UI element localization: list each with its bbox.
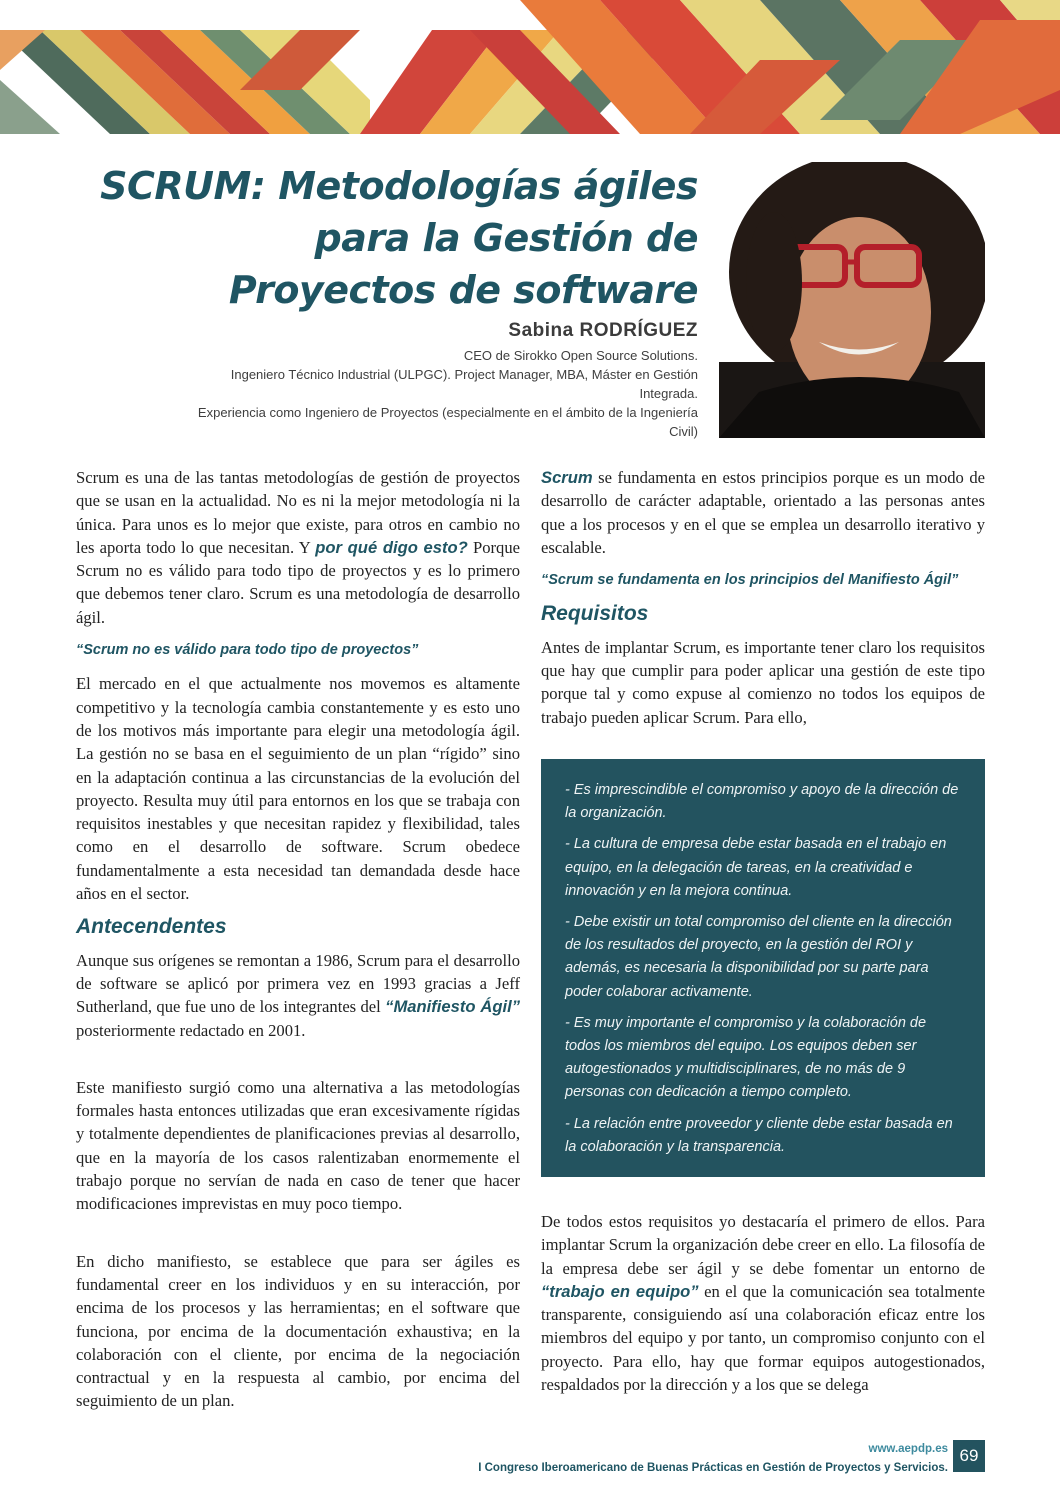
paragraph: El mercado en el que actualmente nos movemos es altamente competitivo y la tecnología cambia constantemente y es esto uno de los motivos más importante para elegir una metodología ágil. La gestión no se basa en el seguimiento de un plan “rígido” sino en la adaptación continua a las circunstancias de la evolución del proyecto. Resulta muy útil para entornos en los que se trabaja con requisitos inestables y que necesitan rapidez y flexibilidad, tales como en el desarrollo de software. Scrum obedece fundamentalmente a esta necesidad tan demandada desde hace años en el sector. — [76, 674, 520, 904]
title-line: SCRUM: Metodologías ágiles — [100, 164, 698, 208]
decorative-banner — [0, 0, 1060, 134]
bio-line: Ingeniero Técnico Industrial (ULPGC). Project Manager, MBA, Máster en Gestión Integrada. — [230, 367, 698, 401]
title-line: para la Gestión de — [314, 216, 698, 260]
section-heading: Antecendentes — [76, 915, 227, 939]
text: en el que la comunicación sea totalmente transparente, consiguiendo así una colaboración eficaz entre los miembros del equipo y por tanto, un compromiso conjunto con el proyecto. Para ello, hay que formar equipos autogestionados, respaldados por la dirección y a los que se delega — [541, 1281, 985, 1395]
highlight: “Manifiesto Ágil” — [385, 997, 520, 1017]
requirement-item: - Debe existir un total compromiso del cliente en la dirección de los resultados del proyecto, en la gestión del ROI y además, es necesaria la disponibilidad por su parte para poder colaborar activamente. — [565, 914, 952, 1000]
paragraph — [76, 949, 520, 1042]
author-name — [58, 320, 698, 342]
footer — [478, 1440, 948, 1478]
pull-quote: “Scrum no es válido para todo tipo de proyectos” — [76, 642, 419, 659]
text: posteriormente redactado en 2001. — [76, 1020, 306, 1040]
bio-line: Experiencia como Ingeniero de Proyectos (especialmente en el ámbito de la Ingeniería Civil) — [197, 405, 698, 439]
page-number: 69 — [953, 1440, 985, 1472]
text: Aunque sus orígenes se remontan a 1986, Scrum para el desarrollo de software se aplicó por primera vez en 1993 gracias a Jeff Sutherland, que fue uno de los integrantes del — [76, 950, 520, 1017]
paragraph — [76, 466, 520, 629]
paragraph — [541, 466, 985, 559]
article-title — [58, 160, 698, 316]
pull-quote: “Scrum se fundamenta en los principios del Manifiesto Ágil” — [541, 572, 959, 589]
paragraph: Este manifiesto surgió como una alternativa a las metodologías formales hasta entonces utilizadas que eran excesivamente rígidas y totalmente dependientes de planificaciones previas al desarrollo, que en la mayoría de los casos ralentizaban enormemente el trabajo porque no servían de nada en caso de tener que hacer modificaciones imprevistas en muy poco tiempo. — [76, 1077, 520, 1214]
highlight: “trabajo en equipo” — [541, 1281, 699, 1301]
right-column — [541, 466, 985, 739]
author-first-name: Sabina — [508, 320, 574, 341]
text: Scrum es una de las tantas metodologías de gestión de proyectos que se usan en la actualidad. No es ni la mejor metodología ni la única. Para unos es lo mejor que existe, para otros en cambio no les aporta todo lo que necesitan. Y — [76, 468, 520, 557]
author-bio — [178, 346, 698, 441]
section-heading: Requisitos — [541, 602, 649, 626]
highlight: por qué digo esto? — [315, 537, 468, 557]
footer-congress: I Congreso Iberoamericano de Buenas Prácticas en Gestión de Proyectos y Servicios. — [478, 1462, 948, 1474]
paragraph — [541, 1210, 985, 1396]
requirement-item: - Es muy importante el compromiso y la colaboración de todos los miembros del equipo. Los equipos deben ser autogestionados y multidisciplinares, de no más de 9 personas con dedicación a tiempo completo. — [565, 1014, 927, 1101]
requirements-box — [541, 759, 985, 1177]
title-line: Proyectos de software — [228, 268, 698, 312]
bio-line: CEO de Sirokko Open Source Solutions. — [463, 348, 698, 363]
paragraph: En dicho manifiesto, se establece que para ser ágiles es fundamental creer en los individuos y en su interacción, por encima de los procesos y las herramientas; en el software que funciona, por encima de la documentación exhaustiva; en la colaboración con el cliente, por encima de la negociación contractual y en la respuesta al cambio, por encima del seguimiento de un plan. — [76, 1251, 520, 1411]
requirement-item: - Es imprescindible el compromiso y apoyo de la dirección de la organización. — [565, 782, 959, 822]
text: De todos estos requisitos yo destacaría el primero de ellos. Para implantar Scrum la organización debe creer en ello. La filosofía de la empresa debe ser ágil y se debe fomentar un entorno de — [541, 1212, 985, 1278]
highlight: Scrum — [541, 468, 593, 487]
text: Porque Scrum no es válido para todo tipo de proyectos y es lo primero que debemos tener claro. Scrum es una metodología de desarrollo ágil. — [76, 537, 520, 627]
author-photo — [719, 162, 985, 438]
text: se fundamenta en estos principios porque es un modo de desarrollo de carácter adaptable, orientado a las personas antes que a los procesos y en el que se emplea un desarrollo iterativo y escalable. — [541, 468, 985, 557]
author-last-name: RODRÍGUEZ — [579, 320, 698, 341]
requirement-item: - La relación entre proveedor y cliente debe estar basada en la colaboración y la transparencia. — [565, 1115, 953, 1155]
right-column-continued — [541, 1210, 985, 1406]
requirement-item: - La cultura de empresa debe estar basada en el trabajo en equipo, en la delegación de tareas, en la creatividad e innovación y en la mejora continua. — [565, 836, 947, 899]
spacer — [76, 1226, 520, 1250]
footer-url[interactable]: www.aepdp.es — [868, 1443, 948, 1455]
spacer — [76, 1052, 520, 1076]
left-column — [76, 466, 520, 1423]
paragraph: Antes de implantar Scrum, es importante tener claro los requisitos que hay que cumplir para poder aplicar una gestión de este tipo porque tal y como expuse al comienzo no todos los equipos de trabajo pueden aplicar Scrum. Para ello, — [541, 637, 985, 727]
